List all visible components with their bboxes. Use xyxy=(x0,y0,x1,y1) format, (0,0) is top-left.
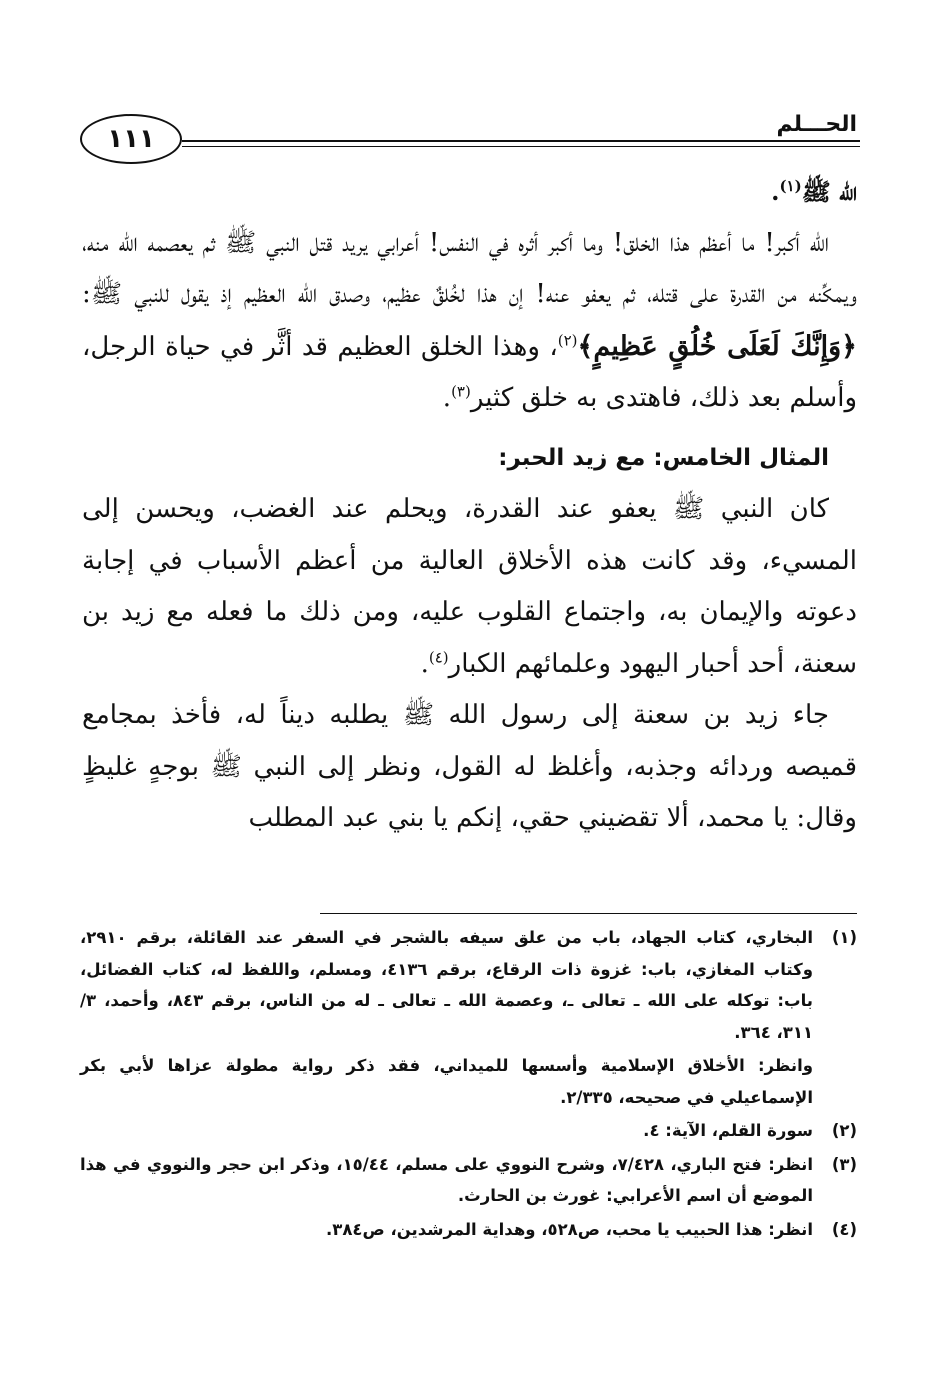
footnote-ref-2: (٢) xyxy=(557,330,578,349)
header-rule xyxy=(182,140,860,147)
continuation-line: الله ﷺ$^{(١)}$. xyxy=(771,177,857,206)
footnotes xyxy=(80,922,857,1245)
paragraph-1: الله أكبر! ما أعظم هذا الخلق! وما أكبر أثره في النفس! أعرابي يريد قتل النبي ﷺ ثم يعصمه الله منه، ويمكِّنه من القدرة على قتله، ثم يعفو عنه! إن هذا لخُلقٌ عظيم، وصدق الله العظيم إذ يقول للنبي ﷺ: ﴿وَإِنَّكَ لَعَلَى خُلُقٍ عَظِيمٍ﴾$^{(٢)}$، وهذا الخلق العظيم قد أثَّر في حياة الرجل، وأسلم بعد ذلك، فاهتدى به خلق كثير$^{(٣)}$. xyxy=(82,227,858,413)
footnote-number: (٤) xyxy=(831,1219,857,1239)
footnote-separator xyxy=(320,913,857,914)
page-number-text: ١١١ xyxy=(107,124,155,154)
paragraph-2: كان النبي ﷺ يعفو عند القدرة، ويحلم عند الغضب، ويحسن إلى المسيء، وقد كانت هذه الأخلاق العالية من أعظم الأسباب في إجابة دعوته والإيمان به، واجتماع القلوب عليه، ومن ذلك ما فعله مع زيد بن سعنة، أحد أحبار اليهود وعلمائهم الكبار$^{(٤)}$. xyxy=(82,494,857,679)
main-text xyxy=(82,166,857,845)
footnote-number: (٢) xyxy=(831,1121,857,1140)
footnote-number xyxy=(813,1050,857,1113)
paragraph-2-text: كان النبي ﷺ يعفو عند القدرة، ويحلم عند الغضب، ويحسن إلى المسيء، وقد كانت هذه الأخلاق العالية من أعظم الأسباب في إجابة دعوته والإيمان به، واجتماع القلوب عليه، ومن ذلك ما فعله مع زيد بن سعنة، أحد أحبار اليهود وعلمائهم الكبار xyxy=(82,494,857,679)
footnote-2 xyxy=(80,1115,857,1147)
section-heading: المثال الخامس: مع زيد الحبر: xyxy=(498,444,829,471)
footnote-1-continued xyxy=(80,1050,857,1113)
footnote-number: (١) xyxy=(831,928,857,947)
footnote-ref-4: (٤) xyxy=(428,647,449,666)
footnote-4 xyxy=(80,1214,857,1246)
footnote-1 xyxy=(80,922,857,1048)
footnote-text: البخاري، كتاب الجهاد، باب من علق سيفه بالشجر في السفر عند القائلة، برقم ٢٩١٠، وكتاب المغازي، باب: غزوة ذات الرقاع، برقم ٤١٣٦، ومسلم، واللفظ له، كتاب الفضائل، باب: توكله على الله ـ تعالى ـ، وعصمة الله ـ تعالى ـ له من الناس، برقم ٨٤٣، وأحمد، ٣/ ٣١١، ٣٦٤. xyxy=(80,928,814,1042)
continuation-text: الله ﷺ xyxy=(801,177,857,206)
footnote-number: (٣) xyxy=(831,1154,857,1174)
paragraph-3: جاء زيد بن سعنة إلى رسول الله ﷺ يطلبه ديناً له، فأخذ بمجامع قميصه وردائه وجذبه، وأغلظ له القول، ونظر إلى النبي ﷺ بوجهٍ غليظٍ وقال: يا محمد، ألا تقضيني حقي، إنكم يا بني عبد المطلب xyxy=(82,700,857,833)
footnote-text: وانظر: الأخلاق الإسلامية وأسسها للميداني، فقد ذكر رواية مطولة عزاها لأبي بكر الإسماعيلي في صحيحه، ٢/٣٣٥. xyxy=(80,1056,813,1107)
footnote-text: انظر: هذا الحبيب يا محب، ص٥٢٨، وهداية المرشدين، ص٣٨٤. xyxy=(326,1219,813,1239)
running-header-title: الحـــلم xyxy=(776,112,857,137)
footnote-ref-3: (٣) xyxy=(451,382,471,401)
footnote-3 xyxy=(80,1149,857,1212)
footnote-text: انظر: فتح الباري، ٧/٤٢٨، وشرح النووي على مسلم، ١٥/٤٤، وذكر ابن حجر والنووي في هذا الموضع أن اسم الأعرابي: غورث بن الحارث. xyxy=(80,1154,813,1205)
paragraph-1-text-a: الله أكبر! ما أعظم هذا الخلق! وما أكبر أثره في النفس! أعرابي يريد قتل النبي ﷺ ثم يعصمه الله منه، ويمكِّنه من القدرة على قتله، ثم يعفو عنه! إن هذا لخُلقٌ عظيم، وصدق الله العظيم إذ يقول للنبي ﷺ: xyxy=(82,227,857,309)
page-number xyxy=(80,114,182,164)
footnote-ref-1: (١) xyxy=(779,177,802,195)
footnote-text: سورة القلم، الآية: ٤. xyxy=(643,1121,813,1140)
paragraph-1-text-b: ، وهذا الخلق العظيم قد أثَّر في حياة الرجل، وأسلم بعد ذلك، فاهتدى به خلق كثير xyxy=(82,331,857,413)
quran-verse: ﴿وَإِنَّكَ لَعَلَى خُلُقٍ عَظِيمٍ﴾ xyxy=(577,330,858,362)
